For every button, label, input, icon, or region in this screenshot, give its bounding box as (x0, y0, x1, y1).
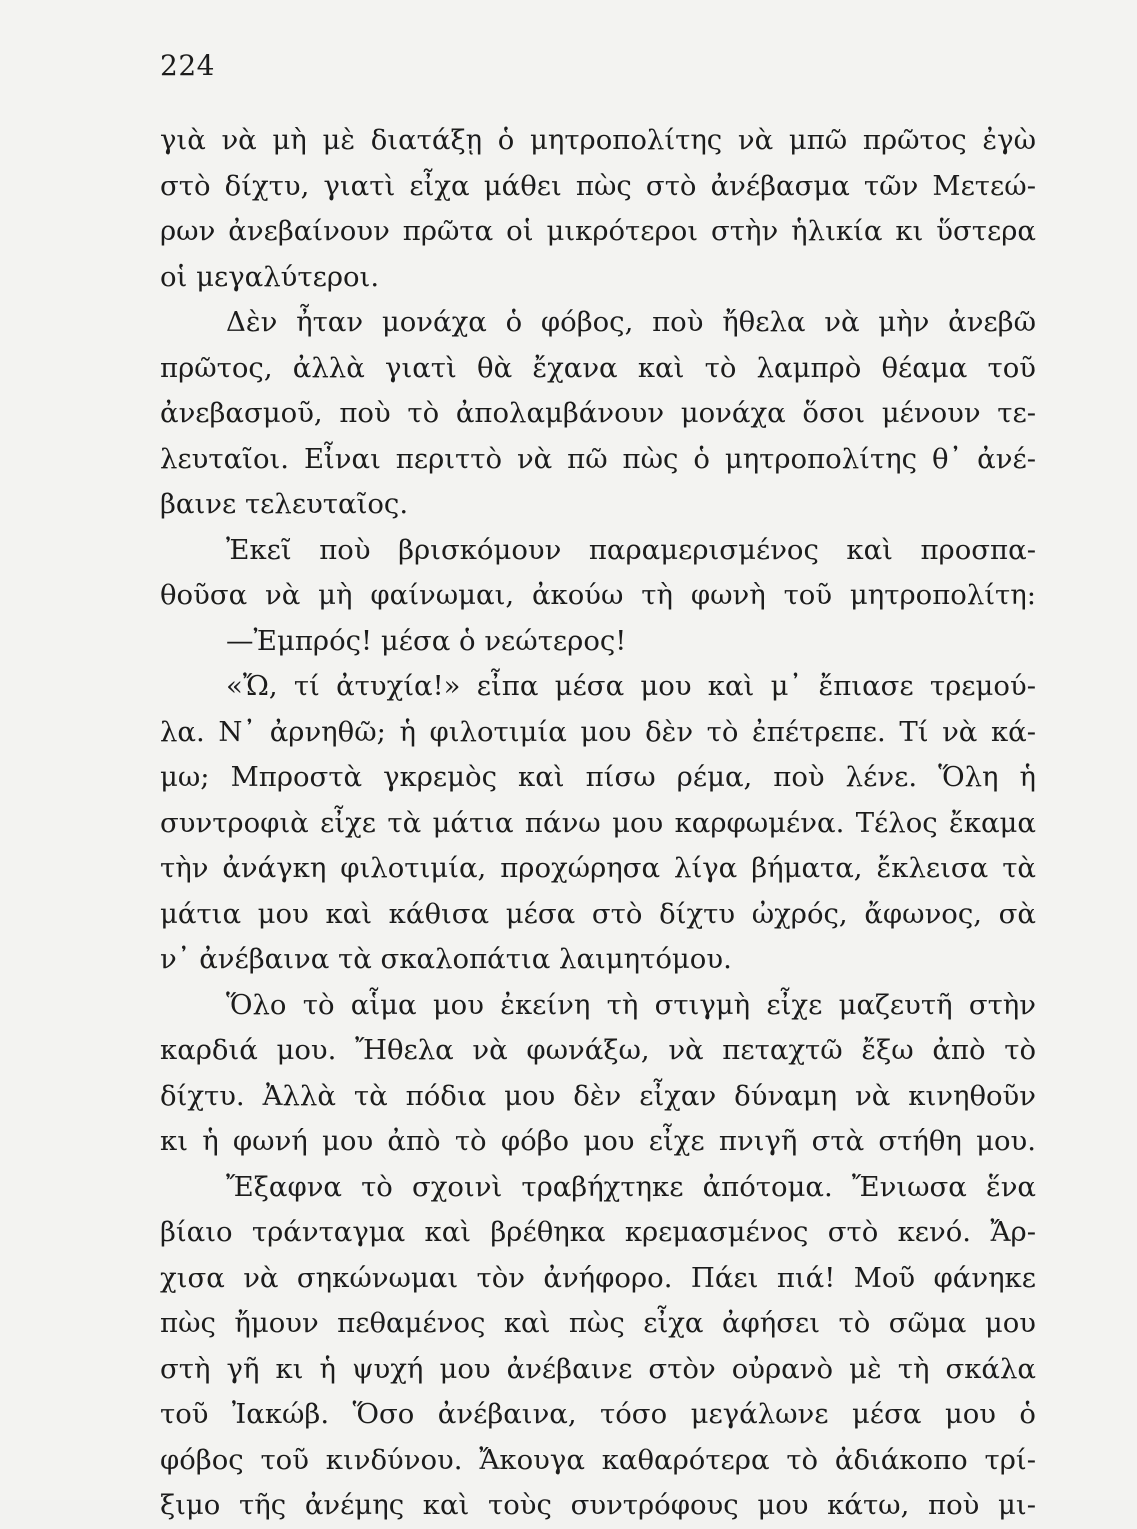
text-line: ρων ἀνεβαίνουν πρῶτα οἱ μικρότεροι στὴν ἡλικία κι ὕστερα (160, 215, 1036, 247)
text-line: βαινε τελευταῖος. (160, 488, 409, 520)
text-line: δίχτυ. Ἀλλὰ τὰ πόδια μου δὲν εἶχαν δύναμη νὰ κινηθοῦν (160, 1079, 1036, 1112)
text-line: κι ἡ φωνή μου ἀπὸ τὸ φόβο μου εἶχε πνιγῆ στὰ στήθη μου. (160, 1125, 1036, 1157)
text-line: ἀνεβασμοῦ, ποὺ τὸ ἀπολαμβάνουν μονάχα ὅσοι μένουν τε- (160, 397, 1036, 429)
text-line: ν᾽ ἀνέβαινα τὰ σκαλοπάτια λαιμητόμου. (160, 943, 732, 975)
text-line: καρδιά μου. Ἤθελα νὰ φωνάξω, νὰ πεταχτῶ ἔξω ἀπὸ τὸ (160, 1034, 1036, 1066)
text-line: λα. Ν᾽ ἀρνηθῶ; ἡ φιλοτιμία μου δὲν τὸ ἐπέτρεπε. Τί νὰ κά- (160, 715, 1036, 748)
text-line: —Ἐμπρός! μέσα ὁ νεώτερος! (226, 624, 627, 657)
text-line: στὴ γῆ κι ἡ ψυχή μου ἀνέβαινε στὸν οὐρανὸ μὲ τὴ σκάλα (160, 1352, 1036, 1385)
text-line: Ἐκεῖ ποὺ βρισκόμουν παραμερισμένος καὶ προσπα- (226, 533, 1036, 566)
text-line: χισα νὰ σηκώνωμαι τὸν ἀνήφορο. Πάει πιά! Μοῦ φάνηκε (160, 1261, 1036, 1294)
text-line: συντροφιὰ εἶχε τὰ μάτια πάνω μου καρφωμένα. Τέλος ἔκαμα (160, 806, 1036, 839)
text-line: ξιμο τῆς ἀνέμης καὶ τοὺς συντρόφους μου κάτω, ποὺ μι- (160, 1489, 1036, 1521)
text-line: πρῶτος, ἀλλὰ γιατὶ θὰ ἔχανα καὶ τὸ λαμπρὸ θέαμα τοῦ (160, 351, 1036, 384)
text-line: Ἔξαφνα τὸ σχοινὶ τραβήχτηκε ἀπότομα. Ἔνιωσα ἕνα (226, 1170, 1036, 1203)
text-line: τοῦ Ἰακώβ. Ὅσο ἀνέβαινα, τόσο μεγάλωνε μέσα μου ὁ (160, 1398, 1036, 1430)
text-line: Ὅλο τὸ αἷμα μου ἐκείνη τὴ στιγμὴ εἶχε μαζευτῆ στὴν (226, 988, 1036, 1021)
body-text (160, 118, 1036, 1529)
text-line: οἱ μεγαλύτεροι. (160, 260, 380, 293)
page-number: 224 (160, 49, 215, 82)
text-line: θοῦσα νὰ μὴ φαίνωμαι, ἀκούω τὴ φωνὴ τοῦ μητροπολίτη: (160, 579, 1036, 611)
text-line: «Ὤ, τί ἀτυχία!» εἶπα μέσα μου καὶ μ᾽ ἔπιασε τρεμού- (226, 670, 1036, 702)
text-line: μω; Μπροστὰ γκρεμὸς καὶ πίσω ρέμα, ποὺ λένε. Ὅλη ἡ (160, 761, 1036, 793)
text-line: τὴν ἀνάγκη φιλοτιμία, προχώρησα λίγα βήματα, ἔκλεισα τὰ (160, 852, 1036, 884)
text-line: μάτια μου καὶ κάθισα μέσα στὸ δίχτυ ὠχρός, ἄφωνος, σὰ (160, 897, 1036, 930)
text-line: λευταῖοι. Εἶναι περιττὸ νὰ πῶ πὼς ὁ μητροπολίτης θ᾽ ἀνέ- (160, 442, 1036, 475)
text-line: πὼς ἤμουν πεθαμένος καὶ πὼς εἶχα ἀφήσει τὸ σῶμα μου (160, 1307, 1036, 1339)
text-line: γιὰ νὰ μὴ μὲ διατάξῃ ὁ μητροπολίτης νὰ μπῶ πρῶτος ἐγὼ (160, 124, 1036, 156)
text-line: φόβος τοῦ κινδύνου. Ἄκουγα καθαρότερα τὸ ἀδιάκοπο τρί- (160, 1443, 1036, 1476)
text-line: βίαιο τράνταγμα καὶ βρέθηκα κρεμασμένος στὸ κενό. Ἄρ- (160, 1216, 1036, 1248)
text-line: Δὲν ἦταν μονάχα ὁ φόβος, ποὺ ἤθελα νὰ μὴν ἀνεβῶ (226, 306, 1036, 338)
text-line: στὸ δίχτυ, γιατὶ εἶχα μάθει πὼς στὸ ἀνέβασμα τῶν Μετεώ- (160, 169, 1036, 202)
